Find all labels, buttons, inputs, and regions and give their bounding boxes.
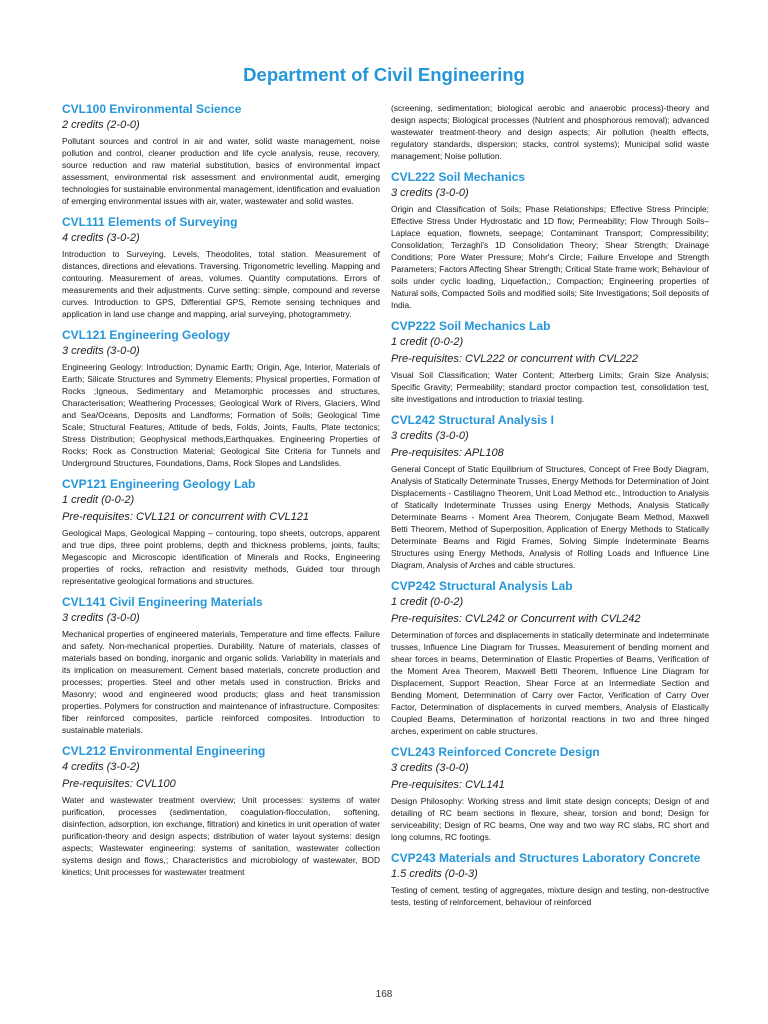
course-cvl100 (62, 101, 380, 207)
course-description: Design Philosophy: Working stress and limit state design concepts; Design of and detailing of RC beam sections in flexure, shear, torsion and bond; Design for serviceability; Design of RC beams, One way and two way RC slabs, RC short and long columns, RC footings. (391, 796, 709, 842)
course-title: CVP121 Engineering Geology Lab (62, 477, 256, 491)
course-description: Determination of forces and displacements in statically determinate and indeterminate trusses, Influence Line Diagram for Trusses, Measurement of bending moment and shear forces in beams, Determination of Elastic Properties of Beams, Verification of the Moment Area Theorem, Maxwell Betti Theorem, Influence Line Diagram for Displacement, Support Reaction, Shear Force at an Intermediate Section and Bending Moment, Determination of Carry over Factor, Verification of Carry Over Factor, Determination of displacements in curved members, Analysis of Elastically Coupled Beams, Determination of horizontal reactions in two and three hinged arches, experiment on cable structures. (391, 630, 709, 736)
course-prerequisites: Pre-requisites: CVL222 or concurrent with CVL222 (391, 353, 639, 365)
course-description: Geological Maps, Geological Mapping – contouring, topo sheets, outcrops, apparent and true dips, three point problems, depth and thickness problems, joints, faults; Megascopic and Microscopic identification of Minerals and Rocks, Engineering properties of rocks, refraction and resistivity methods, Guided tour through representative geological formations and structures. (62, 528, 380, 586)
course-credits: 3 credits (3-0-0) (391, 187, 469, 199)
course-cvl212-continued (391, 102, 709, 162)
course-title: CVP242 Structural Analysis Lab (391, 579, 573, 593)
course-credits: 2 credits (2-0-0) (62, 119, 140, 131)
course-credits: 1 credit (0-0-2) (391, 336, 464, 348)
course-description: Pollutant sources and control in air and water, solid waste management, noise pollution and control, cleaner production and life cycle analysis, reuse, recovery, source reduction and raw material substitution, basics of environmental impact assessment, environmental risk assessment and environmental audit, emerging technologies for sustainable environmental management, identification and evaluation of emerging environmental issues with air, water, wastewater and solid wastes. (62, 136, 380, 206)
course-cvp121 (62, 476, 380, 587)
course-cvp242 (391, 578, 709, 737)
course-title: CVL243 Reinforced Concrete Design (391, 745, 600, 759)
course-cvl222 (391, 169, 709, 311)
course-cvl141 (62, 594, 380, 736)
course-prerequisites: Pre-requisites: CVL242 or Concurrent with CVL242 (391, 613, 641, 625)
page-title: Department of Civil Engineering (243, 64, 525, 85)
course-cvl243 (391, 744, 709, 843)
course-description: Visual Soil Classification; Water Content; Atterberg Limits; Grain Size Analysis; Specific Gravity; Permeability; standard proctor compaction test, consolidation test, site investigations and introduction to triaxial testing. (391, 370, 709, 404)
course-title: CVP243 Materials and Structures Laboratory Concrete (391, 851, 701, 865)
course-prerequisites: Pre-requisites: APL108 (391, 447, 504, 459)
course-description: Origin and Classification of Soils; Phase Relationships; Effective Stress Principle; Effective Stress Under Hydrostatic and 1D flow; Permeability; Flow Through Soils–Laplace equation, flownets, seepage; Contaminant Transport; Compressibility; Consolidation; Terzaghi's 1D Consolidation Theory; Shear Strength; Drainage Conditions; Pore Water Pressure; Mohr's Circle; Failure Envelope and Strength Parameters; Factors Affecting Shear Strength; Critical State frame work; Behaviour of soils under cyclic loading, Liquefaction,; Compaction; Engineering properties of Natural soils, Compacted Soils and modified soils; Site Investigations; Soil deposits of India. (391, 204, 709, 310)
course-prerequisites: Pre-requisites: CVL141 (391, 779, 505, 791)
page-number: 168 (375, 989, 393, 1000)
course-cvl212 (62, 743, 380, 878)
course-credits: 1 credit (0-0-2) (62, 494, 135, 506)
course-title: CVL242 Structural Analysis I (391, 413, 554, 427)
course-credits: 3 credits (3-0-0) (391, 762, 469, 774)
course-prerequisites: Pre-requisites: CVL121 or concurrent with CVL121 (62, 511, 310, 523)
course-description-continued: (screening, sedimentation; biological aerobic and anaerobic process)-theory and design aspects; Biological processes (Nutrient and phosphorous removal); advanced wastewater treatment-theory and design aspects; Air pollution (health effects, regulatory standards, dispersion; stacks, control systems); Municipal solid waste management; Noise pollution. (391, 103, 709, 161)
course-credits: 3 credits (3-0-0) (62, 612, 140, 624)
course-credits: 1.5 credits (0-0-3) (391, 868, 478, 880)
course-description: Mechanical properties of engineered materials, Temperature and time effects. Failure and safety. Non-mechanical properties. Durability. Nature of materials, classes of materials based on bonding, inorganic and organic solids. Variability in materials and its implication on measurement. Cement based materials, concrete production and processes; properties. Steel and other metals used in construction. Bricks and Masonry; wood and engineered wood products; glass and heat transmission properties. Polymers for construction and maintenance of infrastructure. Composites: fiber reinforced composites, particle reinforced composites. Introduction to sustainable materials. (62, 629, 380, 735)
course-description: General Concept of Static Equilibrium of Structures, Concept of Free Body Diagram, Analysis of Statically Determinate Trusses, Energy Methods for Determination of Joint Displacements - Castiliagno Theorem, Unit Load Method etc., Introduction to Analysis of Statically Indeterminate Trusses using Energy Methods, Analysis Statically Determinate Beams - Moment Area Theorem, Conjugate Beam Method, Maxwell Betti Theorem, Method of Superposition, Application of Energy Methods to Statically Determinate Beams and Rigid Frames, Solving Simple Indeterminate Beams Structures using Energy Methods, Analysis of Rolling Loads and Influence Line Diagram, Analysis of Arches and cable structures. (391, 464, 709, 570)
course-cvl121 (62, 327, 380, 469)
course-description: Testing of cement, testing of aggregates, mixture design and testing, non-destructive tests, testing of reinforcement, behaviour of reinforced (391, 885, 709, 907)
course-description: Introduction to Surveying, Levels, Theodolites, total station. Measurement of distances, directions and elevations. Traversing. Trigonometric levelling. Mapping and contouring. Measurement of areas, volumes. Quantity computations. Errors of measurements and their adjustments. Curve setting: simple, compound and reverse curves. Introduction to GPS, Differential GPS, Remote sensing techniques and application in land use change and mapping, arial surveying, photogrammetry. (62, 249, 380, 319)
right-column (391, 101, 709, 915)
course-title: CVP222 Soil Mechanics Lab (391, 319, 551, 333)
course-credits: 4 credits (3-0-2) (62, 232, 140, 244)
course-cvp243 (391, 850, 709, 908)
course-title: CVL212 Environmental Engineering (62, 744, 266, 758)
course-credits: 3 credits (3-0-0) (391, 430, 469, 442)
left-column (62, 101, 380, 885)
course-cvl242 (391, 412, 709, 571)
course-credits: 4 credits (3-0-2) (62, 761, 140, 773)
course-title: CVL222 Soil Mechanics (391, 170, 526, 184)
course-prerequisites: Pre-requisites: CVL100 (62, 778, 176, 790)
course-cvl111 (62, 214, 380, 320)
course-title: CVL111 Elements of Surveying (62, 215, 238, 229)
course-description: Water and wastewater treatment overview; Unit processes: systems of water purification, processes (sedimentation, coagulation-flocculation, softening, disinfection, adsorption, ion exchange, filtration) and kinetics in unit operation of water purification-theory and design aspects; distribution of water layout systems: design aspects; Wastewater engineering: systems of sanitation, wastewater collection systems design and flows,; Characteristics and microbiology of wastewater, BOD kinetics; Unit processes for wastewater treatment (62, 795, 380, 877)
course-title: CVL141 Civil Engineering Materials (62, 595, 263, 609)
course-title: CVL100 Environmental Science (62, 102, 242, 116)
course-credits: 1 credit (0-0-2) (391, 596, 464, 608)
course-description: Engineering Geology: Introduction; Dynamic Earth; Origin, Age, Interior, Materials of Earth; Silicate Structures and Symmetry Elements; Physical properties, Formation of Rocks ;Igneous, Sedimentary and Metamorphic processes and structures, Characterisation; Weathering Processes; Geological Work of Rivers, Glaciers, Wind and Sea/Oceans, Deposits and Landforms; Formation of Soils; Geological Time Scale; Structural Features, Attitude of beds, Folds, Joints, Faults, Plate tectonics; Stress Distribution; Geophysical methods,Earthquakes. Engineering Properties of Rocks; Rock as Construction Material; Geological Site Criteria for Tunnels and Underground Structures, Foundations, Dams, Rock Slopes and Landslides. (62, 362, 380, 468)
course-title: CVL121 Engineering Geology (62, 328, 231, 342)
course-cvp222 (391, 318, 709, 405)
course-credits: 3 credits (3-0-0) (62, 345, 140, 357)
